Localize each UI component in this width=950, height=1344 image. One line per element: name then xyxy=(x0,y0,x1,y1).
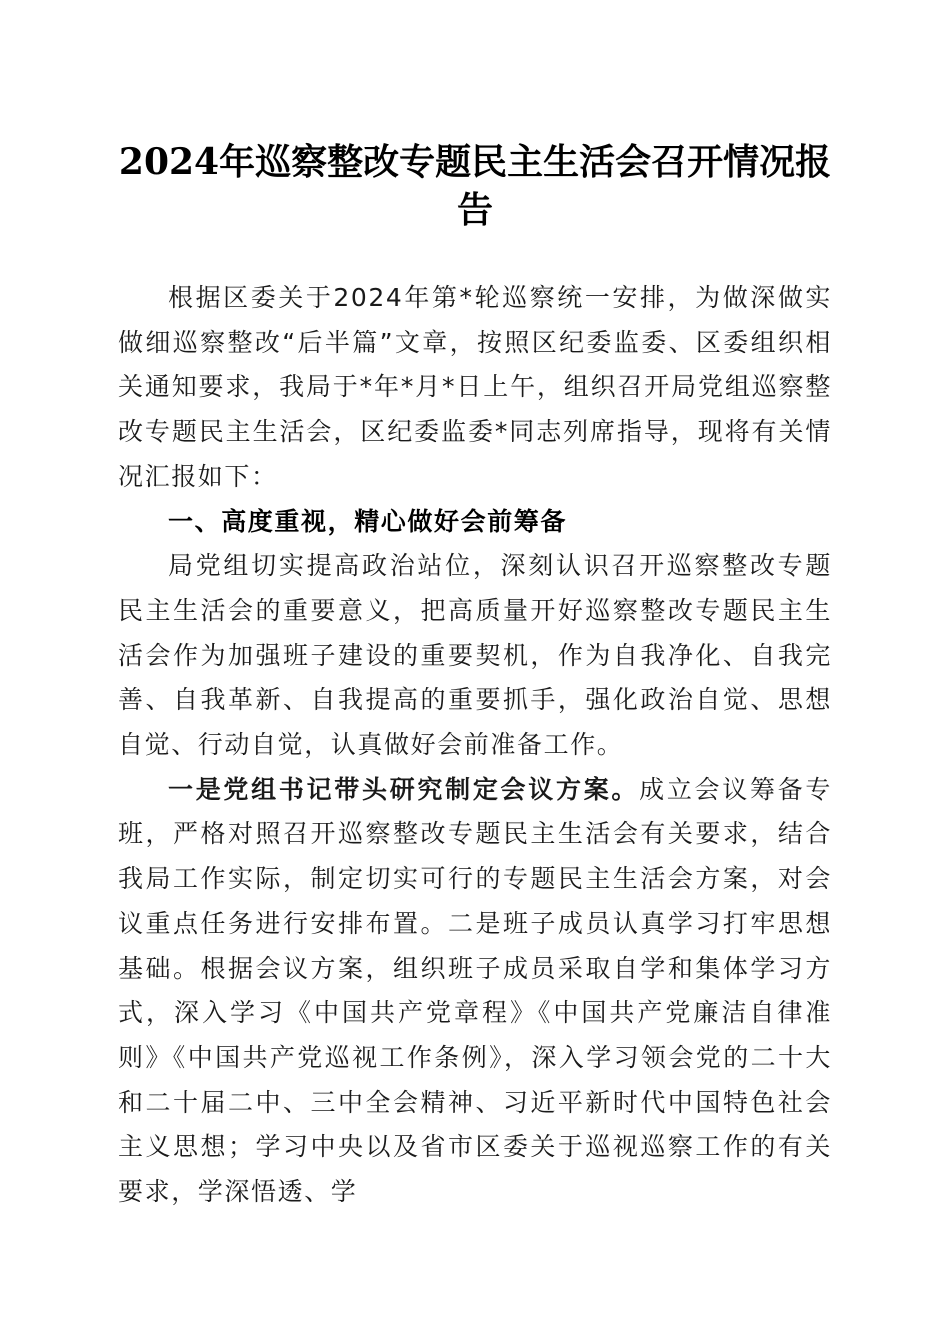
intro-paragraph: 根据区委关于2024年第*轮巡察统一安排，为做深做实做细巡察整改“后半篇”文章，按照区纪委监委、区委组织相关通知要求，我局于*年*月*日上午，组织召开局党组巡察整改专题民主生活会，区纪委监委*同志列席指导，现将有关情况汇报如下： xyxy=(118,283,832,491)
section-heading: 一、高度重视，精心做好会前筹备 xyxy=(168,506,568,536)
section-paragraph: 局党组切实提高政治站位，深刻认识召开巡察整改专题民主生活会的重要意义，把高质量开好巡察整改专题民主生活会作为加强班子建设的重要契机，作为自我净化、自我完善、自我革新、自我提高的重要抓手，强化政治自觉、思想自觉、行动自觉，认真做好会前准备工作。 xyxy=(118,551,832,760)
document-body xyxy=(118,276,832,1215)
measure-body-text: 成立会议筹备专班，严格对照召开巡察整改专题民主生活会有关要求，结合我局工作实际，制定切实可行的专题民主生活会方案，对会议重点任务进行安排布置。二是班子成员认真学习打牢思想基础。根据会议方案，组织班子成员采取自学和集体学习方式，深入学习《中国共产党章程》《中国共产党廉洁自律准则》《中国共产党巡视工作条例》，深入学习领会党的二十大和二十届二中、三中全会精神、习近平新时代中国特色社会主义思想；学习中央以及省市区委关于巡视巡察工作的有关要求，学深悟透、学 xyxy=(118,774,833,1207)
document-title: 2024年巡察整改专题民主生活会召开情况报告 xyxy=(118,141,832,231)
measures-paragraph xyxy=(118,768,832,1215)
measure-lead-text: 一是党组书记带头研究制定会议方案。 xyxy=(168,774,640,804)
